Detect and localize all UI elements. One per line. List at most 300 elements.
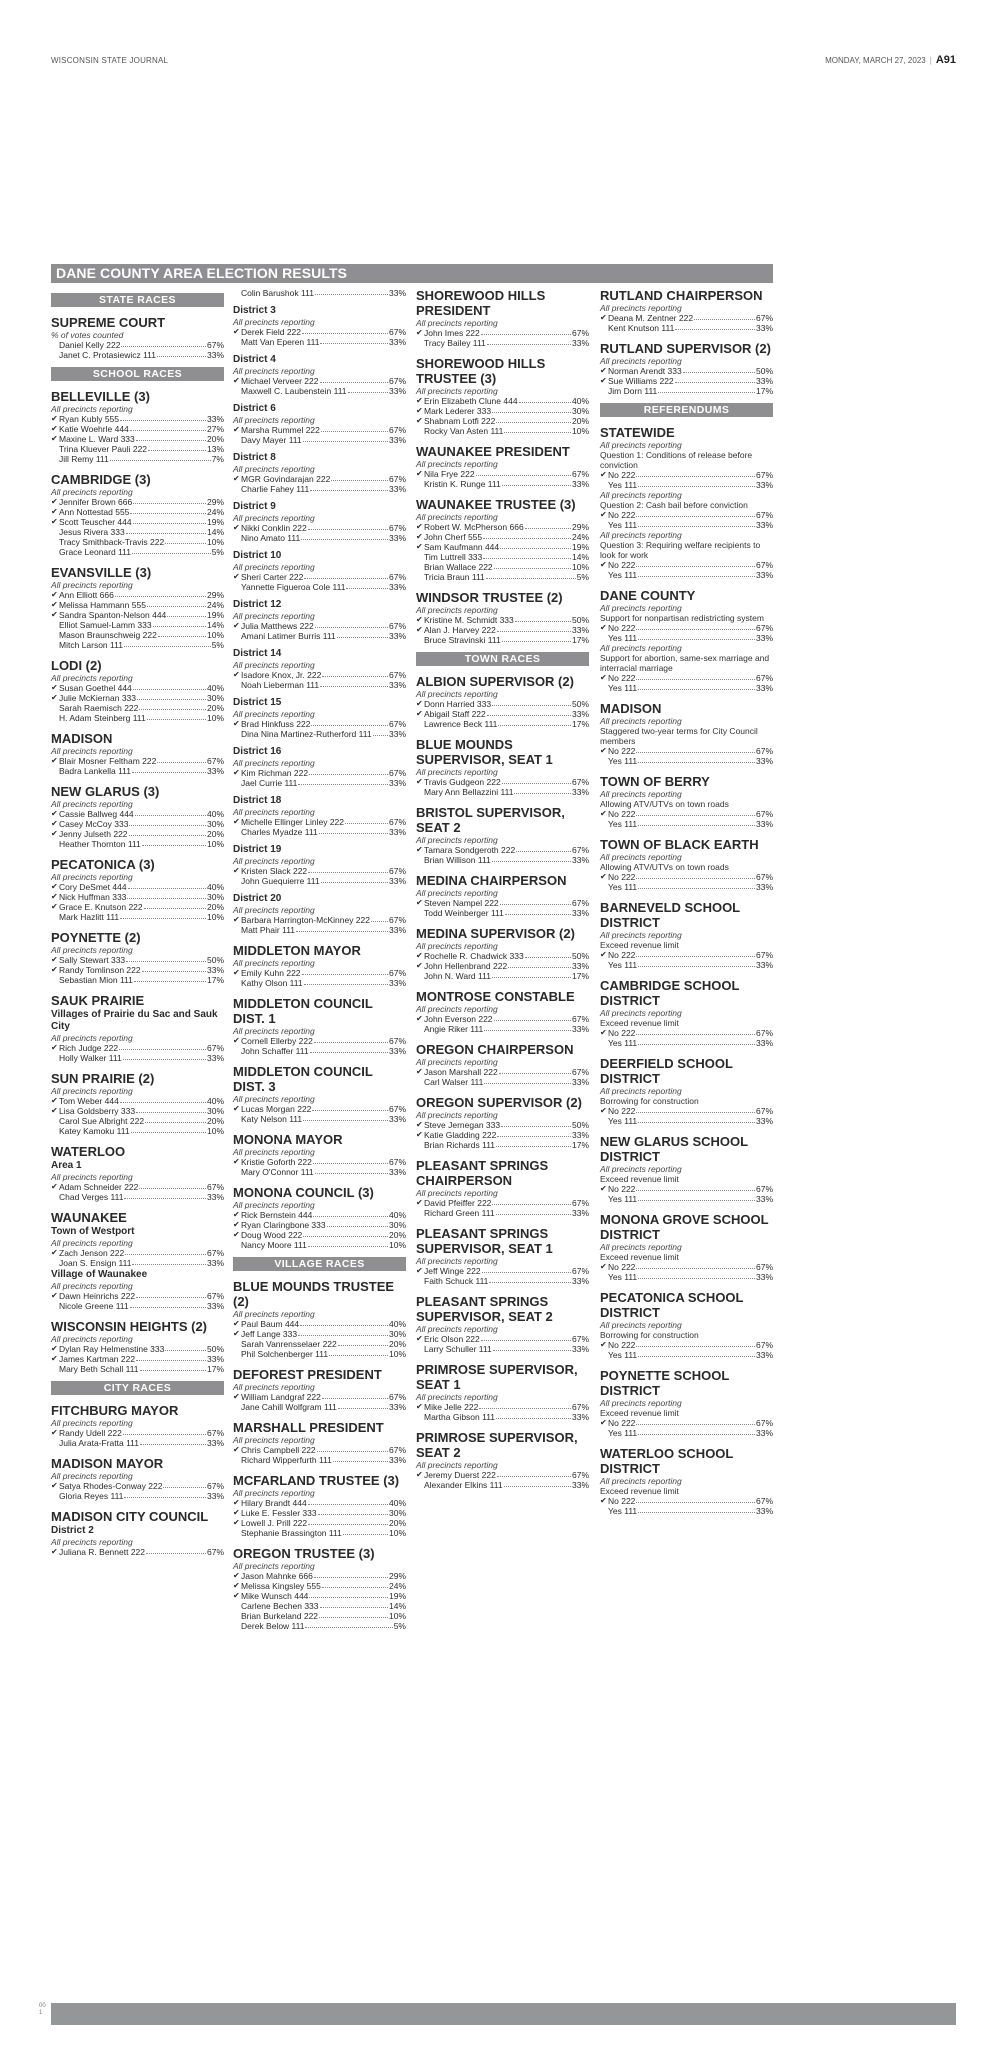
candidate-name: Mitch Larson 111	[59, 640, 123, 650]
result-row	[51, 829, 224, 839]
check-placeholder	[416, 908, 424, 918]
candidate-name: Tim Luttrell 333	[424, 552, 483, 562]
result-row	[416, 416, 589, 426]
candidate-name: David Pfeiffer 222	[424, 1198, 492, 1208]
winner-check-icon: ✔	[51, 683, 58, 692]
dot-leader	[636, 673, 755, 680]
race-subtitle: District 3	[233, 305, 276, 316]
candidate-name: Kristen Slack 222	[241, 866, 308, 876]
result-row	[416, 338, 589, 348]
candidate-name: Gloria Reyes 111	[59, 1491, 124, 1501]
candidate-name: Cory DeSmet 444	[59, 882, 127, 892]
candidate-name: No 222	[608, 950, 636, 960]
results-column-3	[416, 288, 589, 1497]
reporting-status: All precincts reporting	[51, 1086, 133, 1096]
race-block	[233, 550, 406, 592]
vote-percent: 5%	[211, 547, 224, 557]
vote-percent: 33%	[755, 1350, 773, 1360]
candidate-name: Holly Walker 111	[59, 1053, 122, 1063]
check-placeholder	[233, 729, 241, 739]
candidate-name: No 222	[608, 1028, 636, 1038]
check-placeholder	[51, 1258, 59, 1268]
section-header: CITY RACES	[51, 1381, 224, 1395]
vote-percent: 10%	[571, 562, 589, 572]
result-row	[416, 426, 589, 436]
check-placeholder	[233, 631, 241, 641]
candidate-name: Lisa Goldsberry 333	[59, 1106, 136, 1116]
reporting-status: All precincts reporting	[233, 562, 315, 572]
vote-percent: 10%	[206, 537, 224, 547]
result-row	[600, 623, 773, 633]
winner-check-icon: ✔	[416, 845, 423, 854]
result-row	[51, 340, 224, 350]
candidate-name: Sebastian Mion 111	[59, 975, 133, 985]
winner-check-icon: ✔	[51, 1096, 58, 1105]
vote-percent: 33%	[206, 1438, 224, 1448]
result-row	[600, 1184, 773, 1194]
dot-leader	[636, 809, 755, 816]
check-placeholder	[416, 971, 424, 981]
dot-leader	[497, 1470, 571, 1477]
reporting-status: All precincts reporting	[233, 464, 315, 474]
question-text: Borrowing for construction	[600, 1096, 699, 1106]
question-text: Support for abortion, same-sex marriage and interracial marriage	[600, 653, 770, 673]
race-title: SAUK PRAIRIE	[51, 993, 145, 1008]
race-title: CAMBRIDGE (3)	[51, 472, 151, 487]
question-text: Question 2: Cash bail before conviction	[600, 500, 748, 510]
vote-percent: 40%	[388, 1498, 406, 1508]
reporting-status: All precincts reporting	[600, 789, 682, 799]
candidate-name: Ryan Claringbone 333	[241, 1220, 326, 1230]
reporting-status: All precincts reporting	[51, 1537, 133, 1547]
candidate-name: Carl Walser 111	[424, 1077, 484, 1087]
result-row	[51, 1248, 224, 1258]
result-row	[233, 1611, 406, 1621]
vote-percent: 33%	[206, 1301, 224, 1311]
dot-leader	[638, 882, 755, 889]
winner-check-icon: ✔	[51, 693, 58, 702]
dot-leader	[315, 1167, 388, 1174]
winner-check-icon: ✔	[416, 709, 423, 718]
candidate-name: No 222	[608, 1106, 636, 1116]
result-row	[51, 640, 224, 650]
vote-percent: 20%	[206, 1116, 224, 1126]
check-placeholder	[600, 819, 608, 829]
reporting-status: All precincts reporting	[51, 580, 133, 590]
candidate-name: Derek Below 111	[241, 1621, 305, 1631]
result-row	[600, 746, 773, 756]
race-block	[600, 900, 773, 970]
reporting-status: All precincts reporting	[233, 807, 315, 817]
result-row	[233, 1621, 406, 1631]
candidate-name: No 222	[608, 623, 636, 633]
winner-check-icon: ✔	[233, 1036, 240, 1045]
vote-percent: 67%	[571, 469, 589, 479]
candidate-name: Richard Green 111	[424, 1208, 495, 1218]
candidate-name: Yes 111	[608, 756, 638, 766]
vote-percent: 67%	[755, 1340, 773, 1350]
candidate-name: John N. Ward 111	[424, 971, 491, 981]
reporting-status: All precincts reporting	[600, 440, 682, 450]
check-placeholder	[51, 975, 59, 985]
page-number: A91	[935, 54, 956, 66]
dot-leader	[315, 288, 388, 295]
check-placeholder	[233, 1455, 241, 1465]
vote-percent: 33%	[388, 680, 406, 690]
race-title: OREGON TRUSTEE (3)	[233, 1546, 375, 1561]
check-placeholder	[600, 960, 608, 970]
vote-percent: 67%	[755, 1262, 773, 1272]
result-row	[600, 950, 773, 960]
race-block	[233, 501, 406, 543]
race-title: SHOREWOOD HILLS TRUSTEE (3)	[416, 356, 546, 386]
reporting-status: All precincts reporting	[51, 1238, 133, 1248]
dot-leader	[636, 560, 755, 567]
vote-percent: 17%	[571, 635, 589, 645]
result-row	[600, 882, 773, 892]
result-row	[233, 670, 406, 680]
race-block	[233, 305, 406, 347]
vote-percent: 67%	[388, 523, 406, 533]
reporting-status: All precincts reporting	[600, 1164, 682, 1174]
dot-leader	[320, 376, 388, 383]
result-row	[416, 777, 589, 787]
race-block	[233, 288, 406, 298]
dot-leader	[322, 1392, 388, 1399]
winner-check-icon: ✔	[600, 313, 607, 322]
result-row	[233, 572, 406, 582]
check-placeholder	[51, 340, 59, 350]
vote-percent: 20%	[206, 902, 224, 912]
result-row	[600, 366, 773, 376]
reporting-status: All precincts reporting	[416, 1324, 498, 1334]
winner-check-icon: ✔	[51, 819, 58, 828]
dot-leader	[496, 1412, 571, 1419]
winner-check-icon: ✔	[51, 600, 58, 609]
candidate-name: Yannette Figueroa Cole 111	[241, 582, 346, 592]
footer-code-line: 00	[39, 2003, 46, 2009]
check-placeholder	[416, 1140, 424, 1150]
reporting-status: All precincts reporting	[233, 1094, 315, 1104]
dot-leader	[298, 1329, 388, 1336]
candidate-name: Yes 111	[608, 1038, 638, 1048]
result-row	[51, 1344, 224, 1354]
check-placeholder	[233, 1349, 241, 1359]
dot-leader	[140, 1438, 206, 1445]
check-placeholder	[600, 1350, 608, 1360]
vote-percent: 33%	[571, 1130, 589, 1140]
dot-leader	[638, 1350, 755, 1357]
vote-percent: 33%	[755, 376, 773, 386]
result-row	[600, 819, 773, 829]
reporting-status: All precincts reporting	[51, 945, 133, 955]
candidate-name: Kristine M. Schmidt 333	[424, 615, 514, 625]
candidate-name: Ann Elliott 666	[59, 590, 114, 600]
dot-leader	[319, 827, 388, 834]
winner-check-icon: ✔	[600, 872, 607, 881]
race-title: PRIMROSE SUPERVISOR, SEAT 1	[416, 1362, 578, 1392]
vote-percent: 33%	[571, 709, 589, 719]
race-title: ALBION SUPERVISOR (2)	[416, 674, 574, 689]
vote-percent: 19%	[571, 542, 589, 552]
result-row	[51, 424, 224, 434]
check-placeholder	[416, 1208, 424, 1218]
dot-leader	[320, 337, 388, 344]
vote-percent: 33%	[388, 533, 406, 543]
reporting-status: All precincts reporting	[51, 1418, 133, 1428]
vote-percent: 20%	[206, 829, 224, 839]
result-row	[416, 1480, 589, 1490]
dot-leader	[638, 1038, 755, 1045]
dot-leader	[130, 424, 206, 431]
check-placeholder	[416, 1276, 424, 1286]
vote-percent: 10%	[206, 630, 224, 640]
result-row	[51, 766, 224, 776]
race-title: PRIMROSE SUPERVISOR, SEAT 2	[416, 1430, 578, 1460]
result-row	[600, 1428, 773, 1438]
result-row	[600, 1106, 773, 1116]
result-row	[51, 693, 224, 703]
result-row	[233, 1329, 406, 1339]
candidate-name: Jenny Julseth 222	[59, 829, 128, 839]
result-row	[233, 631, 406, 641]
vote-percent: 40%	[206, 683, 224, 693]
winner-check-icon: ✔	[51, 414, 58, 423]
vote-percent: 67%	[755, 872, 773, 882]
check-placeholder	[600, 1506, 608, 1516]
race-subtitle: District 2	[51, 1525, 94, 1536]
candidate-name: Kathy Olson 111	[241, 978, 303, 988]
candidate-name: Satya Rhodes-Conway 222	[59, 1481, 163, 1491]
reporting-status: All precincts reporting	[416, 1004, 498, 1014]
reporting-status: All precincts reporting	[233, 1382, 315, 1392]
question-text: Exceed revenue limit	[600, 1252, 679, 1262]
result-row	[51, 1364, 224, 1374]
check-placeholder	[51, 1438, 59, 1448]
dot-leader	[133, 683, 206, 690]
dot-leader	[514, 787, 571, 794]
candidate-name: Sam Kaufmann 444	[424, 542, 500, 552]
check-placeholder	[51, 1364, 59, 1374]
candidate-name: Mason Braunschweig 222	[59, 630, 157, 640]
vote-percent: 33%	[388, 1046, 406, 1056]
candidate-name: John Guequierre 111	[241, 876, 320, 886]
vote-percent: 67%	[388, 1157, 406, 1167]
dot-leader	[136, 434, 206, 441]
check-placeholder	[233, 1402, 241, 1412]
winner-check-icon: ✔	[233, 1319, 240, 1328]
dot-leader	[321, 425, 388, 432]
vote-percent: 67%	[388, 670, 406, 680]
vote-percent: 13%	[206, 444, 224, 454]
check-placeholder	[51, 1053, 59, 1063]
race-block	[233, 1064, 406, 1124]
result-row	[233, 1230, 406, 1240]
vote-percent: 20%	[388, 1230, 406, 1240]
dot-leader	[126, 527, 206, 534]
dot-leader	[313, 1210, 388, 1217]
dot-leader	[484, 1077, 571, 1084]
vote-percent: 67%	[388, 425, 406, 435]
vote-percent: 33%	[571, 1276, 589, 1286]
result-row	[416, 522, 589, 532]
dot-leader	[153, 620, 206, 627]
race-block	[233, 697, 406, 739]
result-row	[233, 1167, 406, 1177]
dot-leader	[638, 1194, 755, 1201]
result-row	[416, 709, 589, 719]
reporting-status: All precincts reporting	[233, 317, 315, 327]
winner-check-icon: ✔	[600, 1496, 607, 1505]
candidate-name: Yes 111	[608, 480, 638, 490]
dot-leader	[302, 968, 388, 975]
dot-leader	[638, 520, 755, 527]
vote-percent: 33%	[755, 960, 773, 970]
vote-percent: 67%	[571, 777, 589, 787]
vote-percent: 67%	[755, 1106, 773, 1116]
check-placeholder	[51, 444, 59, 454]
dot-leader	[694, 313, 755, 320]
dot-leader	[314, 1571, 388, 1578]
race-block	[233, 354, 406, 396]
candidate-name: Trina Kluever Pauli 222	[59, 444, 148, 454]
result-row	[233, 1591, 406, 1601]
dot-leader	[636, 1184, 755, 1191]
winner-check-icon: ✔	[51, 1043, 58, 1052]
result-row	[51, 1096, 224, 1106]
winner-check-icon: ✔	[416, 699, 423, 708]
result-row	[600, 683, 773, 693]
vote-percent: 67%	[206, 1481, 224, 1491]
winner-check-icon: ✔	[233, 1157, 240, 1166]
candidate-name: Yes 111	[608, 1116, 638, 1126]
result-row	[233, 1601, 406, 1611]
result-row	[51, 809, 224, 819]
candidate-name: Zach Jenson 222	[59, 1248, 125, 1258]
result-row	[233, 827, 406, 837]
winner-check-icon: ✔	[51, 1182, 58, 1191]
race-block	[233, 1132, 406, 1177]
check-placeholder	[600, 520, 608, 530]
candidate-name: Marsha Rummel 222	[241, 425, 320, 435]
candidate-name: Robert W. McPherson 666	[424, 522, 524, 532]
check-placeholder	[51, 1491, 59, 1501]
result-row	[416, 552, 589, 562]
dot-leader	[308, 866, 388, 873]
candidate-name: Dylan Ray Helmenstine 333	[59, 1344, 165, 1354]
winner-check-icon: ✔	[416, 1266, 423, 1275]
vote-percent: 33%	[755, 1506, 773, 1516]
winner-check-icon: ✔	[51, 1248, 58, 1257]
result-row	[416, 1276, 589, 1286]
candidate-name: Yes 111	[608, 1506, 638, 1516]
race-title: LODI (2)	[51, 658, 102, 673]
dot-leader	[315, 621, 388, 628]
race-title: DANE COUNTY	[600, 588, 696, 603]
candidate-name: Jeremy Duerst 222	[424, 1470, 496, 1480]
vote-percent: 67%	[206, 756, 224, 766]
candidate-name: Tracy Smithback-Travis 222	[59, 537, 165, 547]
vote-percent: 67%	[206, 340, 224, 350]
candidate-name: Todd Weinberger 111	[424, 908, 504, 918]
dot-leader	[132, 547, 211, 554]
vote-percent: 33%	[388, 1114, 406, 1124]
race-title: PLEASANT SPRINGS SUPERVISOR, SEAT 1	[416, 1226, 553, 1256]
vote-percent: 24%	[206, 507, 224, 517]
winner-check-icon: ✔	[416, 1014, 423, 1023]
reporting-status: All precincts reporting	[416, 605, 498, 615]
winner-check-icon: ✔	[233, 1581, 240, 1590]
result-row	[233, 474, 406, 484]
check-placeholder	[416, 426, 424, 436]
vote-percent: 33%	[755, 683, 773, 693]
winner-check-icon: ✔	[416, 777, 423, 786]
race-block	[416, 1042, 589, 1087]
check-placeholder	[51, 1301, 59, 1311]
winner-check-icon: ✔	[600, 470, 607, 479]
vote-percent: 40%	[571, 396, 589, 406]
vote-percent: 17%	[206, 1364, 224, 1374]
vote-percent: 50%	[571, 699, 589, 709]
result-row	[233, 1498, 406, 1508]
race-subtitle: Village of Waunakee	[51, 1269, 148, 1280]
race-title: BRISTOL SUPERVISOR, SEAT 2	[416, 805, 565, 835]
result-row	[416, 532, 589, 542]
result-row	[416, 699, 589, 709]
candidate-name: Cornell Ellerby 222	[241, 1036, 313, 1046]
vote-percent: 29%	[206, 590, 224, 600]
race-block	[233, 943, 406, 988]
check-placeholder	[233, 827, 241, 837]
winner-check-icon: ✔	[233, 1518, 240, 1527]
reporting-status: All precincts reporting	[416, 689, 498, 699]
race-subtitle: District 8	[233, 452, 276, 463]
vote-percent: 67%	[571, 1402, 589, 1412]
result-row	[416, 1334, 589, 1344]
candidate-name: Katy Nelson 111	[241, 1114, 303, 1124]
race-title: MIDDLETON COUNCIL DIST. 3	[233, 1064, 373, 1094]
winner-check-icon: ✔	[416, 951, 423, 960]
race-title: MADISON	[600, 701, 662, 716]
candidate-name: Yes 111	[608, 633, 638, 643]
race-subtitle: District 12	[233, 599, 282, 610]
newspaper-name: WISCONSIN STATE JOURNAL	[51, 56, 169, 65]
dot-leader	[636, 1340, 755, 1347]
dot-leader	[636, 1106, 755, 1113]
dot-leader	[482, 1266, 571, 1273]
race-title: PLEASANT SPRINGS CHAIRPERSON	[416, 1158, 549, 1188]
page-info	[825, 54, 956, 66]
winner-check-icon: ✔	[51, 1428, 58, 1437]
race-title: WATERLOO SCHOOL DISTRICT	[600, 1446, 734, 1476]
race-title: SUN PRAIRIE (2)	[51, 1071, 155, 1086]
reporting-status: All precincts reporting	[600, 603, 682, 613]
dot-leader	[337, 631, 388, 638]
winner-check-icon: ✔	[233, 1498, 240, 1507]
result-row	[51, 1258, 224, 1268]
dot-leader	[140, 1364, 206, 1371]
dot-leader	[123, 1428, 206, 1435]
result-row	[51, 1428, 224, 1438]
vote-percent: 33%	[755, 1428, 773, 1438]
winner-check-icon: ✔	[600, 366, 607, 375]
candidate-name: Kent Knutson 111	[608, 323, 675, 333]
result-row	[600, 570, 773, 580]
check-placeholder	[600, 480, 608, 490]
reporting-status: All precincts reporting	[416, 888, 498, 898]
winner-check-icon: ✔	[600, 746, 607, 755]
result-row	[51, 1438, 224, 1448]
